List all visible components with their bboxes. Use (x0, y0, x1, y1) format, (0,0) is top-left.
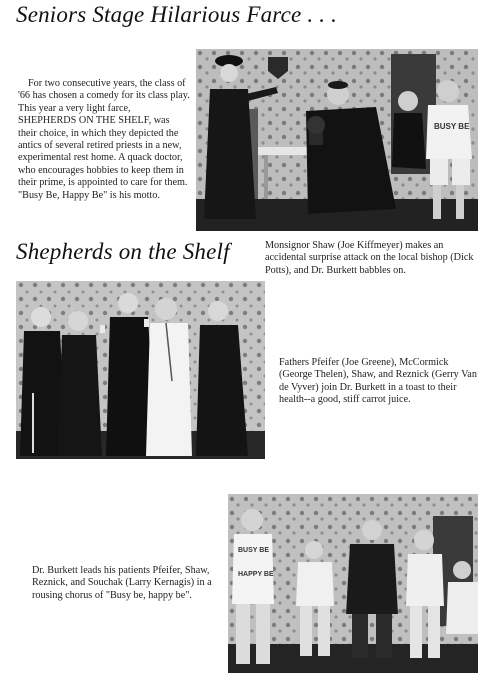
caption-bishop-attack: Monsignor Shaw (Joe Kiffmeyer) makes an accidental surprise attack on the local bishop (Dick Potts), and Dr. Burkett babbles on. (265, 240, 474, 276)
caption-chorus: Dr. Burkett leads his patients Pfeifer, Shaw, Reznick, and Souchak (Larry Kernagis) in a rousing chorus of "Busy be, happy be". (32, 565, 212, 601)
photo-bishop-attack (196, 49, 478, 231)
photo-chorus (228, 494, 478, 673)
shirt-text-happy: HAPPY BE (238, 571, 274, 578)
shirt-text-1: BUSY BE (434, 122, 470, 131)
photo-toast (16, 281, 265, 459)
section-headline: Shepherds on the Shelf (16, 239, 230, 264)
shirt-text-busy: BUSY BE (238, 547, 269, 554)
caption-toast: Fathers Pfeifer (Joe Greene), McCormick (George Thelen), Shaw, and Reznick (Gerry Van de Vyver) join Dr. Burkett in a toast to their health--a good, stiff carrot juice. (279, 357, 477, 406)
intro-paragraph: For two consecutive years, the class of '66 has chosen a comedy for its class play. This year a very light farce, SHEPHERDS ON THE SHELF, was their choice, in which they depicted the antics of several retired priests in a new, experimental rest home. A quack doctor, who encourages hobbies to keep them in their prime, is appointed to care for them. "Busy Be, Happy Be" is his motto. (18, 78, 190, 201)
page-headline: Seniors Stage Hilarious Farce . . . (16, 2, 338, 27)
